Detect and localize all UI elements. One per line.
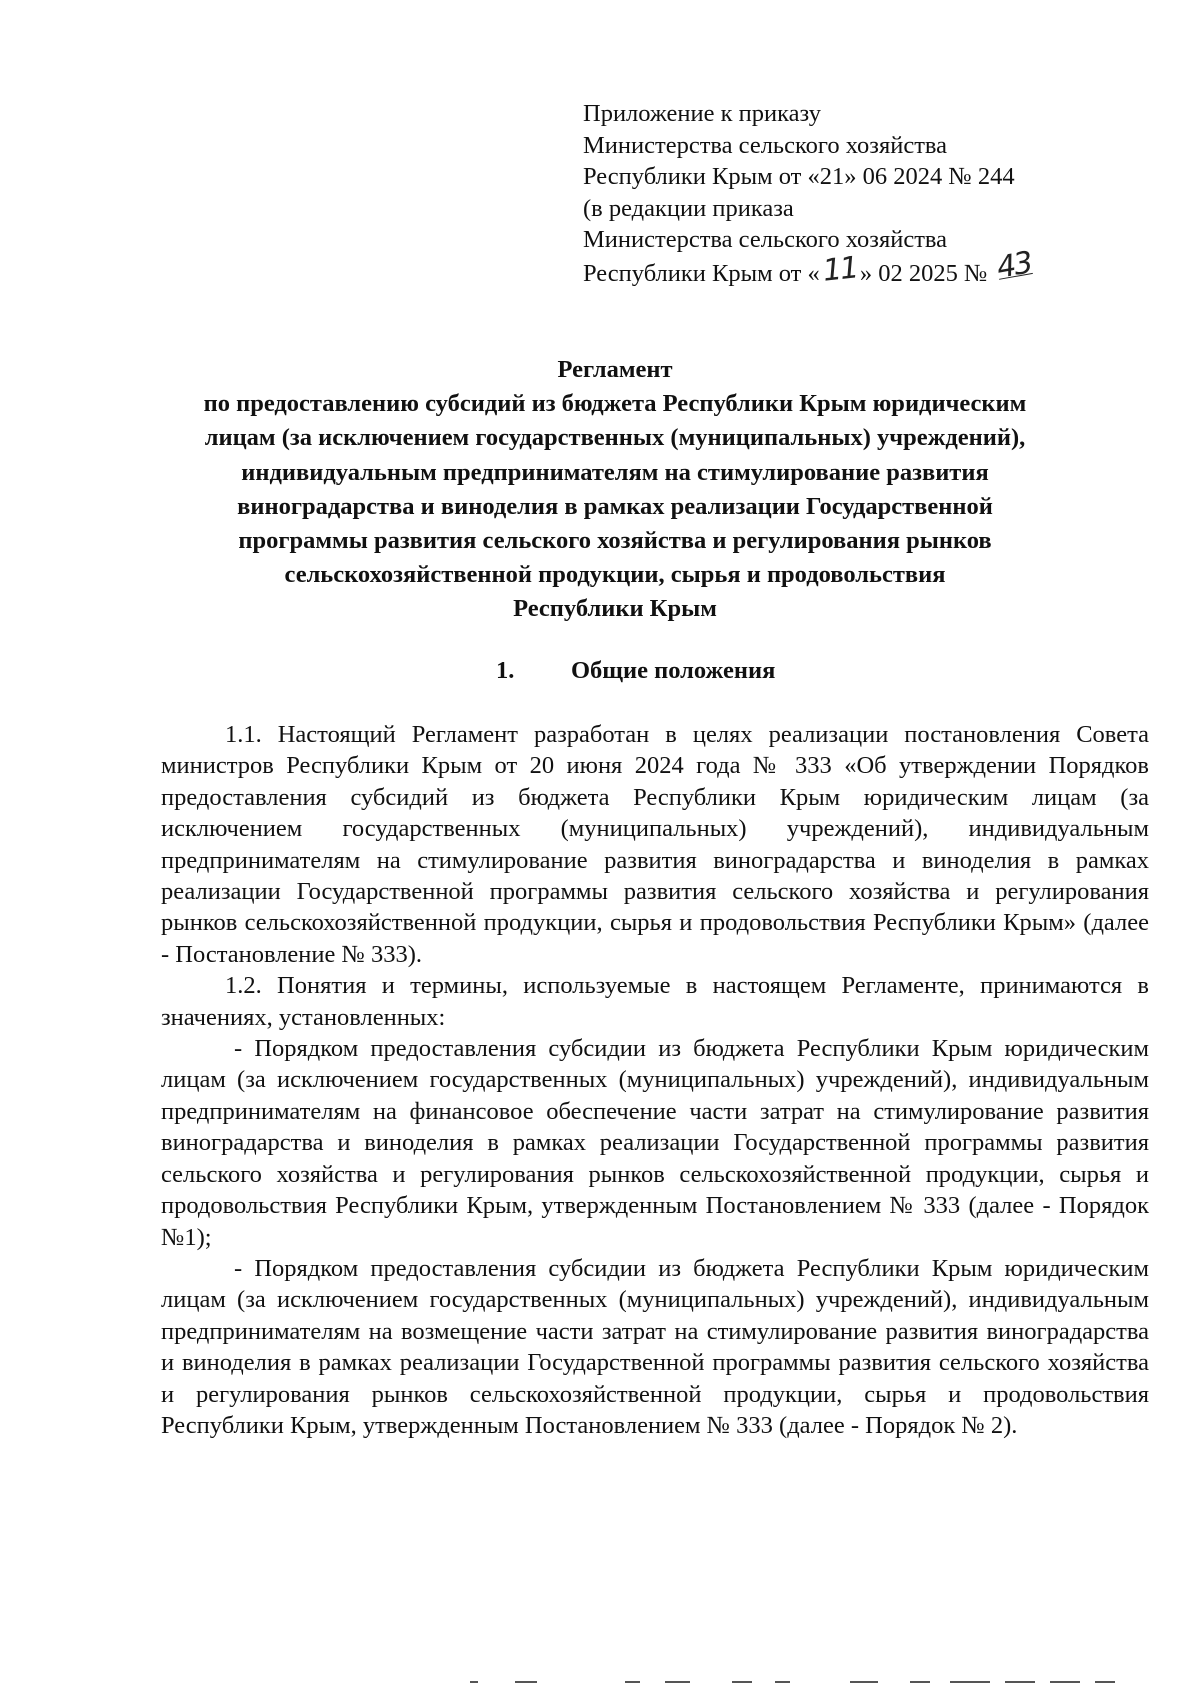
scan-mark: [625, 1681, 640, 1683]
scan-mark: [950, 1681, 990, 1683]
approval-stamp-block: [583, 98, 1103, 290]
title-line: по предоставлению субсидий из бюджета Республики Крым юридическим: [203, 390, 1027, 418]
scan-mark: [1095, 1681, 1115, 1683]
scan-mark: [515, 1681, 537, 1683]
body-text: [161, 719, 1149, 1441]
approval-prefix: Республики Крым от «: [583, 259, 820, 287]
scan-mark: [910, 1681, 930, 1683]
handwritten-day: 11: [820, 250, 859, 289]
approval-line: (в редакции приказа: [583, 194, 794, 222]
scan-mark: [1050, 1681, 1080, 1683]
section-heading: [496, 655, 775, 687]
scan-mark: [732, 1681, 752, 1683]
paragraph-1-2: 1.2. Понятия и термины, используемые в настоящем Регламенте, принимаются в значениях, установленных:: [161, 972, 1149, 1031]
list-item: - Порядком предоставления субсидии из бюджета Республики Крым юридическим лицам (за исключением государственных (муниципальных) учреждений), индивидуальным предпринимателям на финансовое обеспечение части затрат на стимулирование развития виноградарства и виноделия в рамках реализации Государственной программы развития сельского хозяйства и регулирования рынков сельскохозяйственной продукции, сырья и продовольствия Республики Крым, утвержденным Постановлением № 333 (далее - Порядок №1);: [161, 1035, 1149, 1251]
title-line: программы развития сельского хозяйства и регулирования рынков: [238, 527, 992, 555]
scan-artifact-marks: [470, 1681, 1170, 1685]
scan-mark: [665, 1681, 690, 1683]
approval-line: Министерства сельского хозяйства: [583, 131, 948, 159]
scan-mark: [850, 1681, 878, 1683]
title-line: лицам (за исключением государственных (муниципальных) учреждений),: [204, 424, 1026, 452]
title-line: Республики Крым: [513, 595, 717, 623]
section-title: Общие положения: [571, 657, 776, 684]
title-line: виноградарства и виноделия в рамках реализации Государственной: [237, 492, 993, 520]
approval-line: Министерства сельского хозяйства: [583, 226, 948, 254]
approval-middle: » 02 2025 №: [859, 259, 988, 287]
title-line: индивидуальным предпринимателям на стимулирование развития: [241, 458, 989, 486]
approval-line-handwritten: [583, 245, 1103, 290]
scan-mark: [775, 1681, 790, 1683]
handwritten-order-number: 43: [993, 245, 1034, 286]
scan-mark: [1005, 1681, 1035, 1683]
paragraph-1-1: 1.1. Настоящий Регламент разработан в целях реализации постановления Совета министров Республики Крым от 20 июня 2024 года № 333 «Об утверждении Порядков предоставления субсидий из бюджета Республики Крым юридическим лицам (за исключением государственных (муниципальных) учреждений), индивидуальным предпринимателям на стимулирование развития виноградарства и виноделия в рамках реализации Государственной программы развития сельского хозяйства и регулирования рынков сельскохозяйственной продукции, сырья и продовольствия Республики Крым» (далее - Постановление № 333).: [161, 721, 1149, 968]
list-item: - Порядком предоставления субсидии из бюджета Республики Крым юридическим лицам (за исключением государственных (муниципальных) учреждений), индивидуальным предпринимателям на возмещение части затрат на стимулирование развития виноградарства и виноделия в рамках реализации Государственной программы развития сельского хозяйства и регулирования рынков сельскохозяйственной продукции, сырья и продовольствия Республики Крым, утвержденным Постановлением № 333 (далее - Порядок № 2).: [161, 1254, 1149, 1439]
title-line: сельскохозяйственной продукции, сырья и продовольствия: [284, 561, 946, 589]
approval-line: Республики Крым от «21» 06 2024 № 244: [583, 163, 1015, 191]
scan-mark: [470, 1681, 478, 1683]
section-number: 1.: [496, 657, 515, 684]
document-title: [150, 353, 1080, 627]
title-heading: Регламент: [557, 356, 673, 383]
approval-line: Приложение к приказу: [583, 100, 821, 127]
